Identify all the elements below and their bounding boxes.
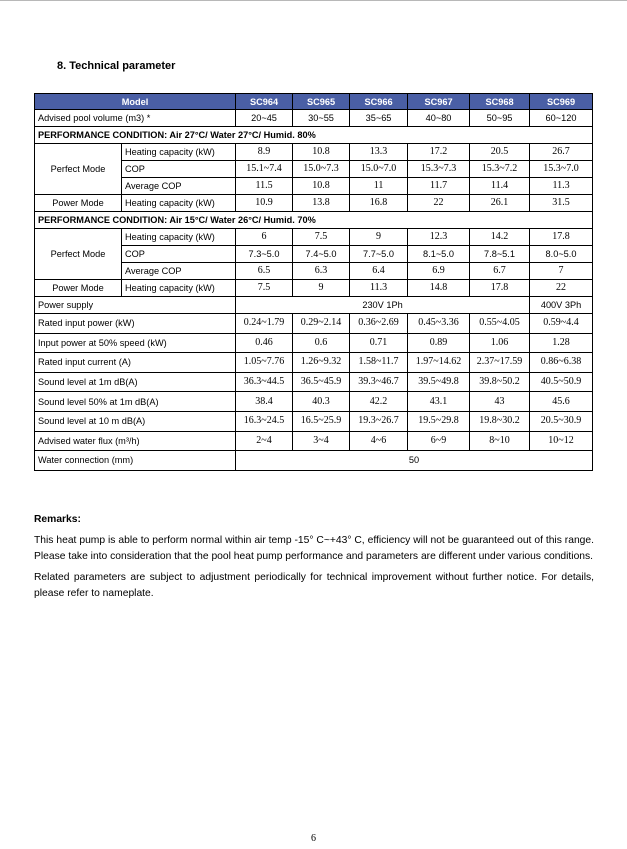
value-cell: 7.5 — [293, 229, 350, 246]
value-cell: 14.2 — [470, 229, 530, 246]
value-cell: 0.71 — [350, 333, 408, 353]
row-label: Rated input current (A) — [35, 353, 236, 373]
value-cell: 0.89 — [408, 333, 470, 353]
value-cell: 0.6 — [293, 333, 350, 353]
sound-10m-row — [35, 411, 593, 431]
value-cell: 50~95 — [470, 110, 530, 127]
power-supply-3ph: 400V 3Ph — [530, 297, 593, 314]
value-cell: 13.3 — [350, 144, 408, 161]
value-cell: 11.3 — [350, 280, 408, 297]
value-cell: 43 — [470, 392, 530, 412]
value-cell: 0.46 — [236, 333, 293, 353]
value-cell: 13.8 — [293, 195, 350, 212]
value-cell: 6.7 — [470, 263, 530, 280]
c2-heating-row — [35, 229, 593, 246]
value-cell: 43.1 — [408, 392, 470, 412]
table-body — [35, 94, 593, 471]
row-label: Average COP — [122, 178, 236, 195]
value-cell: 11.7 — [408, 178, 470, 195]
value-cell: 42.2 — [350, 392, 408, 412]
value-cell: 7.7~5.0 — [350, 246, 408, 263]
value-cell: 8~10 — [470, 431, 530, 451]
c1-heating-row — [35, 144, 593, 161]
pool-volume-row — [35, 110, 593, 127]
value-cell: 31.5 — [530, 195, 593, 212]
value-cell: 17.8 — [530, 229, 593, 246]
header-model-3: SC966 — [350, 94, 408, 110]
condition-2-label: PERFORMANCE CONDITION: Air 15°C/ Water 26°C/ Humid. 70% — [35, 212, 593, 229]
row-label: COP — [122, 246, 236, 263]
value-cell: 4~6 — [350, 431, 408, 451]
value-cell: 17.2 — [408, 144, 470, 161]
row-label: Heating capacity (kW) — [122, 229, 236, 246]
value-cell: 20~45 — [236, 110, 293, 127]
value-cell: 0.55~4.05 — [470, 314, 530, 334]
condition-1-row — [35, 127, 593, 144]
value-cell: 7.5 — [236, 280, 293, 297]
value-cell: 7.8~5.1 — [470, 246, 530, 263]
value-cell: 6 — [236, 229, 293, 246]
header-model-6: SC969 — [530, 94, 593, 110]
value-cell: 19.8~30.2 — [470, 411, 530, 431]
value-cell: 15.3~7.0 — [530, 161, 593, 178]
value-cell: 0.29~2.14 — [293, 314, 350, 334]
value-cell: 15.3~7.3 — [408, 161, 470, 178]
value-cell: 20.5 — [470, 144, 530, 161]
technical-parameter-table — [34, 93, 593, 471]
value-cell: 40.3 — [293, 392, 350, 412]
power-supply-1ph: 230V 1Ph — [236, 297, 530, 314]
value-cell: 9 — [350, 229, 408, 246]
value-cell: 10.9 — [236, 195, 293, 212]
row-label: Heating capacity (kW) — [122, 195, 236, 212]
value-cell: 7.4~5.0 — [293, 246, 350, 263]
value-cell: 16.8 — [350, 195, 408, 212]
value-cell: 0.45~3.36 — [408, 314, 470, 334]
row-label: Sound level 50% at 1m dB(A) — [35, 392, 236, 412]
input-power-50-row — [35, 333, 593, 353]
value-cell: 45.6 — [530, 392, 593, 412]
value-cell: 12.3 — [408, 229, 470, 246]
value-cell: 39.3~46.7 — [350, 372, 408, 392]
value-cell: 1.05~7.76 — [236, 353, 293, 373]
value-cell: 1.28 — [530, 333, 593, 353]
value-cell: 19.5~29.8 — [408, 411, 470, 431]
value-cell: 3~4 — [293, 431, 350, 451]
value-cell: 8.0~5.0 — [530, 246, 593, 263]
value-cell: 22 — [530, 280, 593, 297]
value-cell: 2~4 — [236, 431, 293, 451]
row-label: Sound level at 1m dB(A) — [35, 372, 236, 392]
top-divider — [0, 0, 627, 1]
row-label: Advised water flux (m³/h) — [35, 431, 236, 451]
value-cell: 22 — [408, 195, 470, 212]
value-cell: 15.3~7.2 — [470, 161, 530, 178]
row-label: Sound level at 10 m dB(A) — [35, 411, 236, 431]
remarks-paragraph-2: Related parameters are subject to adjustment periodically for technical improvement without further notice. For details, please refer to nameplate. — [34, 572, 594, 599]
remarks-paragraph-1: This heat pump is able to perform normal within air temp -15° C~+43° C, efficiency will not be guaranteed out of this range. Please take into consideration that the pool heat pump performance and parameters are different under various conditions. — [34, 535, 594, 562]
value-cell: 36.5~45.9 — [293, 372, 350, 392]
value-cell: 15.1~7.4 — [236, 161, 293, 178]
value-cell: 8.9 — [236, 144, 293, 161]
value-cell: 1.06 — [470, 333, 530, 353]
value-cell: 11 — [350, 178, 408, 195]
value-cell: 0.24~1.79 — [236, 314, 293, 334]
value-cell: 40.5~50.9 — [530, 372, 593, 392]
header-model-5: SC968 — [470, 94, 530, 110]
row-label: Power supply — [35, 297, 236, 314]
value-cell: 20.5~30.9 — [530, 411, 593, 431]
value-cell: 26.1 — [470, 195, 530, 212]
water-connection-row — [35, 451, 593, 471]
value-cell: 16.3~24.5 — [236, 411, 293, 431]
page-number: 6 — [311, 833, 316, 844]
value-cell: 1.58~11.7 — [350, 353, 408, 373]
power-mode-label: Power Mode — [35, 280, 122, 297]
value-cell: 6.3 — [293, 263, 350, 280]
row-label: Input power at 50% speed (kW) — [35, 333, 236, 353]
power-supply-row — [35, 297, 593, 314]
value-cell: 39.8~50.2 — [470, 372, 530, 392]
row-label: Average COP — [122, 263, 236, 280]
value-cell: 40~80 — [408, 110, 470, 127]
header-model-2: SC965 — [293, 94, 350, 110]
row-label: Water connection (mm) — [35, 451, 236, 471]
remarks-title: Remarks: — [34, 514, 81, 525]
value-cell: 15.0~7.3 — [293, 161, 350, 178]
value-cell: 6.9 — [408, 263, 470, 280]
value-cell: 6.4 — [350, 263, 408, 280]
value-cell: 38.4 — [236, 392, 293, 412]
perfect-mode-label: Perfect Mode — [35, 144, 122, 195]
c2-power-mode-row — [35, 280, 593, 297]
c1-power-mode-row — [35, 195, 593, 212]
value-cell: 6.5 — [236, 263, 293, 280]
header-model-1: SC964 — [236, 94, 293, 110]
sound-50-1m-row — [35, 392, 593, 412]
value-cell: 7 — [530, 263, 593, 280]
perfect-mode-label: Perfect Mode — [35, 229, 122, 280]
value-cell: 14.8 — [408, 280, 470, 297]
header-model: Model — [35, 94, 236, 110]
value-cell: 19.3~26.7 — [350, 411, 408, 431]
value-cell: 16.5~25.9 — [293, 411, 350, 431]
value-cell: 1.26~9.32 — [293, 353, 350, 373]
section-title: 8. Technical parameter — [57, 60, 176, 72]
value-cell: 10~12 — [530, 431, 593, 451]
water-connection-value: 50 — [236, 451, 593, 471]
value-cell: 10.8 — [293, 178, 350, 195]
value-cell: 8.1~5.0 — [408, 246, 470, 263]
remarks-section — [34, 512, 594, 607]
value-cell: 9 — [293, 280, 350, 297]
value-cell: 7.3~5.0 — [236, 246, 293, 263]
value-cell: 39.5~49.8 — [408, 372, 470, 392]
row-label: Heating capacity (kW) — [122, 280, 236, 297]
value-cell: 35~65 — [350, 110, 408, 127]
row-label: COP — [122, 161, 236, 178]
rated-input-power-row — [35, 314, 593, 334]
value-cell: 15.0~7.0 — [350, 161, 408, 178]
header-model-4: SC967 — [408, 94, 470, 110]
value-cell: 11.5 — [236, 178, 293, 195]
rated-input-current-row — [35, 353, 593, 373]
value-cell: 30~55 — [293, 110, 350, 127]
value-cell: 10.8 — [293, 144, 350, 161]
value-cell: 2.37~17.59 — [470, 353, 530, 373]
condition-1-label: PERFORMANCE CONDITION: Air 27°C/ Water 27°C/ Humid. 80% — [35, 127, 593, 144]
row-label: Heating capacity (kW) — [122, 144, 236, 161]
value-cell: 0.36~2.69 — [350, 314, 408, 334]
power-mode-label: Power Mode — [35, 195, 122, 212]
table-header-row — [35, 94, 593, 110]
value-cell: 11.4 — [470, 178, 530, 195]
value-cell: 11.3 — [530, 178, 593, 195]
water-flux-row — [35, 431, 593, 451]
value-cell: 0.59~4.4 — [530, 314, 593, 334]
value-cell: 0.86~6.38 — [530, 353, 593, 373]
sound-1m-row — [35, 372, 593, 392]
value-cell: 6~9 — [408, 431, 470, 451]
row-label: Rated input power (kW) — [35, 314, 236, 334]
value-cell: 1.97~14.62 — [408, 353, 470, 373]
value-cell: 36.3~44.5 — [236, 372, 293, 392]
condition-2-row — [35, 212, 593, 229]
value-cell: 26.7 — [530, 144, 593, 161]
value-cell: 60~120 — [530, 110, 593, 127]
value-cell: 17.8 — [470, 280, 530, 297]
row-label: Advised pool volume (m3) * — [35, 110, 236, 127]
